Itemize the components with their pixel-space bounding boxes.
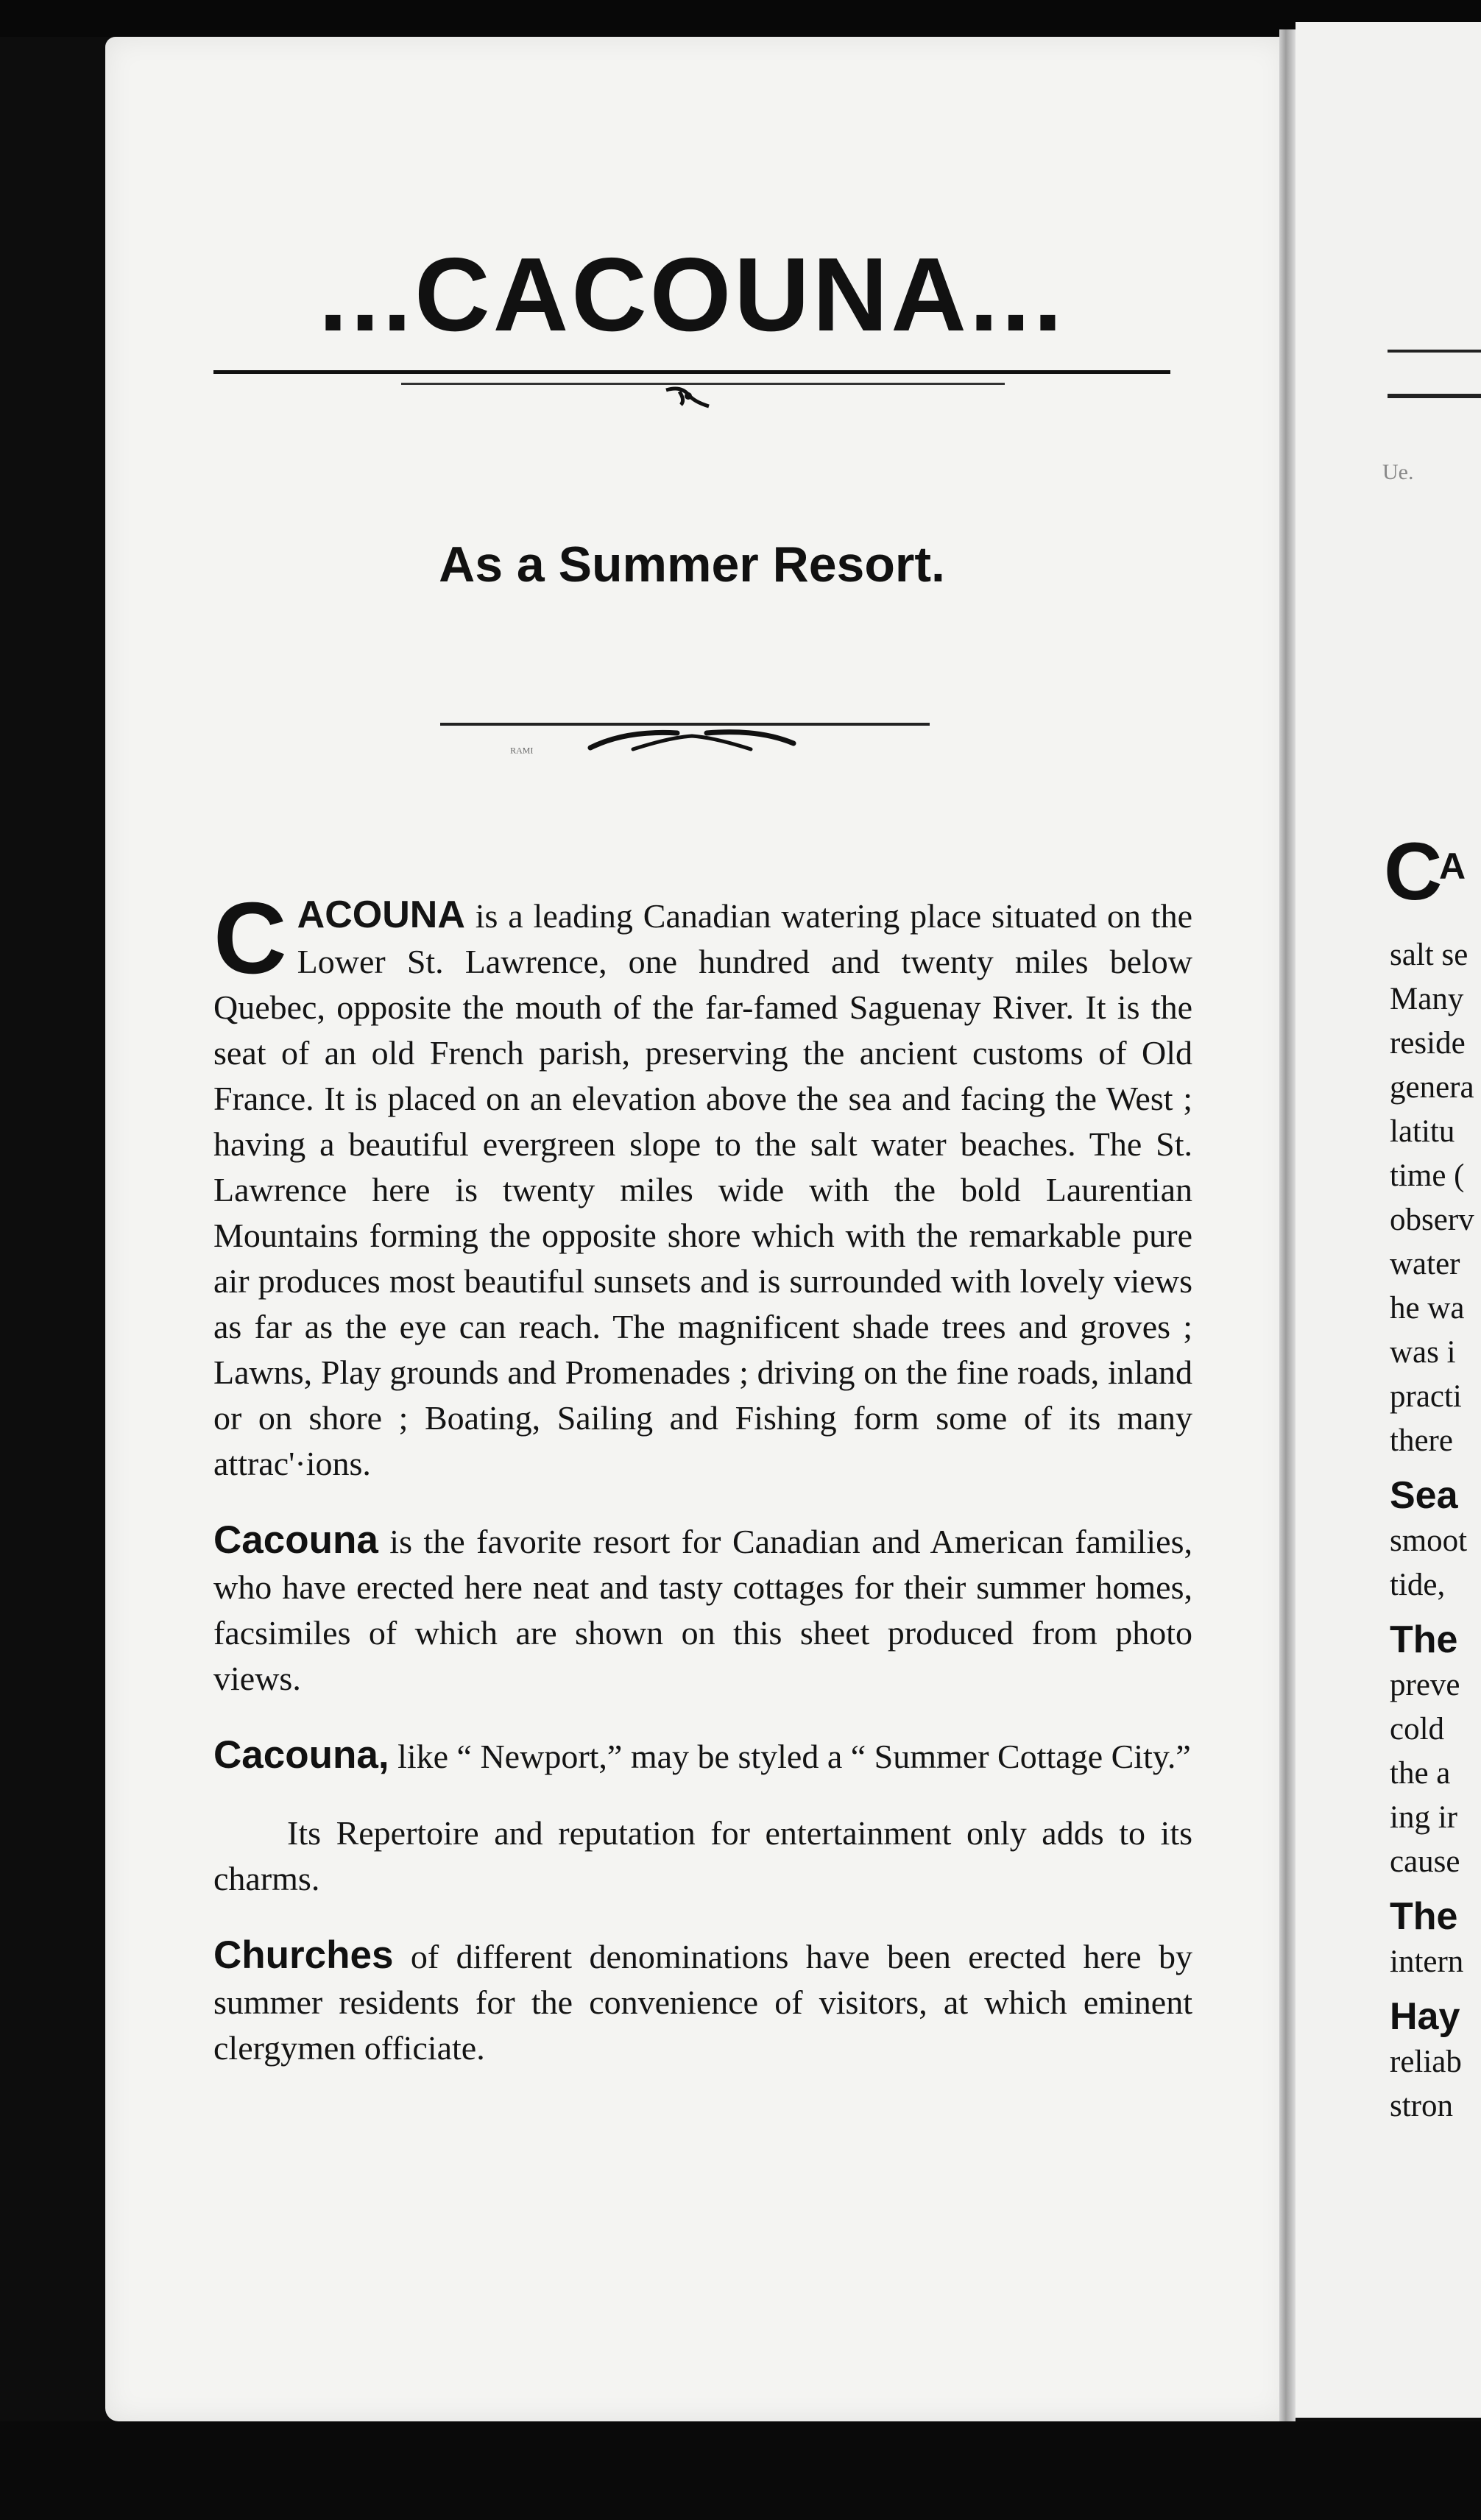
right-page-lead-letter: A bbox=[1439, 846, 1466, 887]
right-page-line: cause bbox=[1390, 1844, 1460, 1879]
right-page-line: Many bbox=[1390, 982, 1464, 1016]
ornament-swash-icon bbox=[582, 727, 802, 757]
printer-mark: ᴿᴬᴹᴵ bbox=[510, 745, 534, 761]
right-page-line: practi bbox=[1390, 1379, 1462, 1414]
right-page-line: intern bbox=[1390, 1944, 1464, 1979]
paragraph-newport bbox=[213, 1733, 1192, 1780]
right-page-rule bbox=[1388, 350, 1481, 353]
right-page-rule-thick bbox=[1388, 394, 1481, 398]
right-page-mark: Ue. bbox=[1382, 460, 1414, 484]
right-page-heading: Hay bbox=[1390, 1995, 1460, 2038]
right-page-line: ing ir bbox=[1390, 1800, 1457, 1835]
paragraph-repertoire bbox=[213, 1811, 1192, 1902]
title-rule bbox=[213, 370, 1170, 374]
right-page-line: water bbox=[1390, 1247, 1460, 1281]
right-page-line: observ bbox=[1390, 1203, 1474, 1237]
page-subtitle: As a Summer Resort. bbox=[439, 537, 945, 592]
right-page-line: tide, bbox=[1390, 1568, 1446, 1602]
right-page-heading: The bbox=[1390, 1895, 1458, 1938]
drop-cap: C bbox=[213, 882, 287, 995]
lead-word: Cacouna bbox=[213, 1518, 378, 1562]
paragraph-intro bbox=[213, 882, 1192, 1487]
paragraph-text: Its Repertoire and reputation for entertainment only adds to its charms. bbox=[213, 1814, 1192, 1897]
right-page-drop-cap: C bbox=[1384, 827, 1443, 917]
right-page-line: latitu bbox=[1390, 1114, 1455, 1149]
right-page-line: cold bbox=[1390, 1712, 1445, 1746]
ornament-flourish-icon bbox=[659, 384, 718, 414]
right-page-heading: The bbox=[1390, 1618, 1458, 1661]
right-page-line: there bbox=[1390, 1423, 1453, 1458]
scan-border-top bbox=[0, 0, 1481, 37]
right-page-line: stron bbox=[1390, 2089, 1453, 2123]
right-page-line: reside bbox=[1390, 1026, 1466, 1061]
page-title: ...CACOUNA... bbox=[318, 236, 1066, 353]
lead-word: ACOUNA bbox=[297, 893, 465, 936]
right-page-line: genera bbox=[1390, 1070, 1474, 1105]
page-spine bbox=[1279, 29, 1296, 2430]
paragraph-favorite-resort bbox=[213, 1518, 1192, 1702]
paragraph-text: of different denominations have been erected here by summer residents for the convenience of visitors, at which eminent clergymen officiate. bbox=[213, 1938, 1192, 2067]
section-rule bbox=[440, 723, 930, 726]
right-page-line: time ( bbox=[1390, 1158, 1465, 1193]
right-page-heading: Sea bbox=[1390, 1474, 1458, 1517]
article-body bbox=[213, 882, 1192, 2071]
right-page-line: preve bbox=[1390, 1668, 1460, 1702]
right-page-text bbox=[1390, 933, 1481, 2128]
scan-border-bottom bbox=[0, 2421, 1481, 2520]
right-page-line: salt se bbox=[1390, 938, 1468, 972]
right-page-line: the a bbox=[1390, 1756, 1451, 1791]
right-page-line: reliab bbox=[1390, 2045, 1462, 2079]
paragraph-churches bbox=[213, 1933, 1192, 2071]
right-page-line: was i bbox=[1390, 1335, 1456, 1370]
lead-word: Cacouna, bbox=[213, 1733, 389, 1777]
right-page-line: smoot bbox=[1390, 1523, 1468, 1558]
right-page-line: he wa bbox=[1390, 1291, 1465, 1326]
paragraph-text: like “ Newport,” may be styled a “ Summer Cottage City.” bbox=[389, 1738, 1191, 1775]
paragraph-text: is the favorite resort for Canadian and American families, who have erected here neat and tasty cottages for their summer homes, facsimiles of which are shown on this sheet produced from photo views. bbox=[213, 1523, 1192, 1697]
paragraph-text: is a leading Canadian watering place situated on the Lower St. Lawrence, one hundred and twenty miles below Quebec, opposite the mouth of the far-famed Saguenay River. It is the seat of an old French parish, preserving the ancient customs of Old France. It is placed on an elevation above the sea and facing the West ; having a beautiful evergreen slope to the salt water beaches. The St. Lawrence here is twenty miles wide with the bold Laurentian Mountains forming the opposite shore which with the remarkable pure air produces most beautiful sunsets and is surrounded with lovely views as far as the eye can reach. The magnificent shade trees and groves ; Lawns, Play grounds and Promenades ; driving on the fine roads, inland or on shore ; Boating, Sailing and Fishing form some of its many attrac'·ions. bbox=[213, 897, 1192, 1482]
lead-word: Churches bbox=[213, 1933, 394, 1977]
